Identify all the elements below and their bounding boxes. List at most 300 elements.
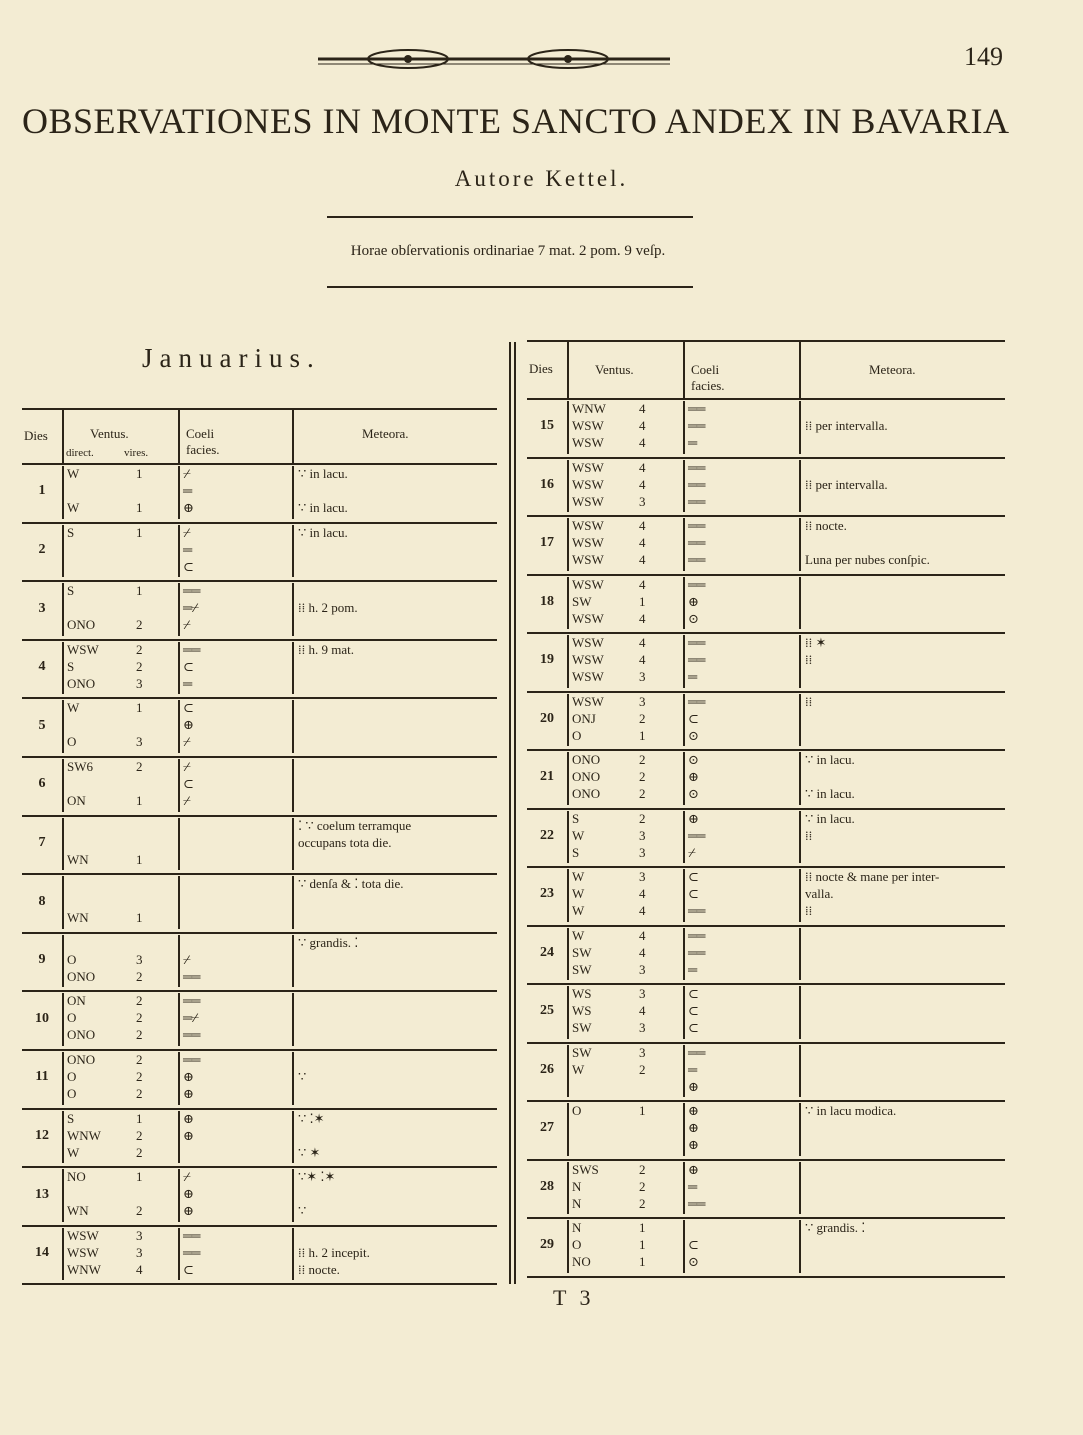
wind-force: 3: [639, 961, 646, 977]
wind-force: 4: [639, 476, 646, 492]
meteora-note: ⁞⁞ per intervalla.: [805, 418, 888, 433]
wind-direction: O: [572, 727, 582, 743]
row-column-rule: [292, 1111, 294, 1164]
row-bottom-rule: [527, 866, 1005, 868]
wind-direction: W: [572, 827, 585, 843]
day-number: 17: [540, 535, 554, 551]
header-column-rule: [178, 408, 180, 463]
row-column-rule: [683, 635, 685, 688]
wind-force: 4: [639, 635, 646, 650]
header-vires: vires.: [124, 447, 149, 459]
page-title: OBSERVATIONES IN MONTE SANCTO ANDEX IN BAVARIA: [22, 101, 1010, 141]
row-bottom-rule: [527, 574, 1005, 576]
sky-symbol: ═: [688, 1061, 697, 1077]
header-column-rule: [292, 408, 294, 463]
row-bottom-rule: [22, 932, 497, 934]
wind-force: 4: [639, 1003, 646, 1018]
sky-symbol: ⊙: [688, 1254, 698, 1269]
wind-direction: WNW: [67, 1127, 101, 1143]
day-number: 25: [540, 1003, 554, 1019]
row-column-rule: [799, 928, 801, 981]
row-column-rule: [292, 1169, 294, 1222]
observation-hours: Horae obſervationis ordinariae 7 mat. 2 pom. 9 veſp.: [350, 243, 666, 259]
wind-direction: W: [67, 700, 80, 716]
wind-force: 2: [639, 1178, 646, 1194]
sky-symbol: ═: [688, 961, 697, 977]
sky-symbol: ══: [688, 459, 705, 475]
day-number: 9: [38, 952, 46, 968]
row-column-rule: [567, 752, 569, 805]
row-column-rule: [292, 642, 294, 695]
wind-direction: WNW: [572, 401, 606, 416]
meteora-note: ⁞⁞ ✶: [805, 635, 827, 650]
sky-symbol: ═: [688, 669, 697, 684]
wind-direction: SW: [572, 1044, 592, 1060]
page-number: 149: [964, 42, 1003, 71]
wind-force: 1: [639, 593, 646, 609]
header-dies: Dies: [529, 361, 553, 376]
meteora-note: ⁞⁞ h. 2 incepit.: [298, 1244, 370, 1260]
row-column-rule: [292, 583, 294, 636]
row-column-rule: [799, 1220, 801, 1273]
header-column-rule: [683, 340, 685, 398]
sky-symbol: ⊕: [183, 1127, 193, 1143]
row-column-rule: [683, 811, 685, 864]
sky-symbol: ═⌿: [183, 600, 199, 616]
row-column-rule: [178, 993, 180, 1046]
day-number: 26: [540, 1061, 554, 1077]
row-column-rule: [178, 1169, 180, 1222]
wind-force: 2: [136, 658, 143, 674]
row-column-rule: [178, 466, 180, 519]
day-number: 3: [38, 600, 46, 616]
wind-direction: NO: [67, 1169, 86, 1185]
sky-symbol: ══: [688, 493, 705, 509]
wind-direction: WNW: [67, 1261, 101, 1277]
sky-symbol: ⊕: [688, 1078, 698, 1094]
row-bottom-rule: [527, 808, 1005, 810]
wind-force: 4: [639, 459, 646, 475]
row-bottom-rule: [527, 1217, 1005, 1219]
row-column-rule: [683, 1162, 685, 1215]
wind-force: 2: [136, 1069, 143, 1084]
header-column-rule: [62, 408, 64, 463]
wind-force: 4: [639, 927, 646, 943]
row-column-rule: [799, 401, 801, 454]
wind-force: 4: [639, 903, 646, 918]
wind-force: 4: [639, 652, 646, 667]
row-bottom-rule: [22, 1225, 497, 1227]
row-column-rule: [567, 1103, 569, 1156]
sky-symbol: ⊕: [688, 1137, 698, 1152]
sky-symbol: ══: [688, 535, 705, 550]
wind-force: 1: [136, 524, 143, 540]
sky-symbol: ⊙: [688, 727, 698, 743]
wind-force: 2: [136, 1127, 143, 1143]
wind-direction: ONO: [67, 675, 96, 691]
wind-force: 2: [136, 1010, 143, 1026]
wind-force: 3: [639, 1044, 646, 1060]
sky-symbol: ⊕: [688, 1103, 698, 1118]
sky-symbol: ══: [688, 927, 705, 943]
sky-symbol: ⌿: [183, 793, 190, 808]
row-column-rule: [799, 460, 801, 513]
row-column-rule: [178, 876, 180, 929]
row-column-rule: [62, 1111, 64, 1164]
wind-force: 3: [639, 827, 646, 843]
meteora-note: ⁞⁞: [805, 827, 813, 843]
wind-direction: W: [572, 927, 585, 943]
row-column-rule: [62, 1052, 64, 1105]
row-column-rule: [567, 811, 569, 864]
meteora-note: ∵ in lacu modica.: [805, 1103, 897, 1118]
wind-direction: W: [67, 466, 80, 481]
wind-direction: WS: [572, 986, 592, 1001]
sky-symbol: ⊕: [183, 717, 193, 733]
sky-symbol: ⊕: [688, 810, 698, 826]
wind-force: 3: [639, 844, 646, 860]
meteora-note: ∵ in lacu.: [805, 752, 855, 767]
wind-direction: WSW: [572, 635, 604, 650]
header-coeli: Coeli facies.: [691, 362, 725, 393]
wind-direction: WSW: [572, 669, 604, 684]
sky-symbol: ═⌿: [183, 1010, 199, 1026]
wind-direction: ONO: [67, 1027, 96, 1043]
sky-symbol: ⊕: [183, 1086, 193, 1101]
wind-force: 1: [136, 851, 143, 867]
row-column-rule: [178, 935, 180, 988]
wind-force: 2: [639, 1195, 646, 1211]
row-bottom-rule: [22, 1049, 497, 1051]
sky-symbol: ⊕: [183, 1186, 193, 1202]
row-column-rule: [683, 577, 685, 630]
row-column-rule: [567, 1162, 569, 1215]
row-column-rule: [799, 1045, 801, 1098]
wind-direction: WSW: [572, 418, 604, 433]
row-column-rule: [62, 1169, 64, 1222]
header-dies: Dies: [24, 427, 48, 443]
row-column-rule: [799, 811, 801, 864]
row-column-rule: [178, 818, 180, 871]
row-bottom-rule: [22, 815, 497, 817]
day-number: 21: [540, 769, 554, 785]
wind-force: 4: [639, 435, 646, 450]
wind-direction: S: [67, 524, 75, 540]
row-column-rule: [62, 935, 64, 988]
wind-direction: O: [67, 1069, 77, 1084]
meteora-note: ∵ ⁚✶: [298, 1110, 325, 1126]
wind-direction: O: [67, 734, 77, 750]
column-divider: [509, 342, 511, 1284]
wind-force: 2: [639, 769, 646, 784]
wind-force: 2: [639, 786, 646, 801]
header-bottom-rule: [22, 463, 497, 465]
wind-direction: ONO: [67, 1052, 96, 1067]
sky-symbol: ⌿: [183, 759, 190, 774]
wind-direction: ON: [67, 993, 86, 1009]
wind-direction: SW: [572, 593, 592, 609]
wind-force: 3: [136, 1227, 143, 1243]
wind-force: 4: [639, 552, 646, 567]
wind-direction: S: [67, 583, 75, 599]
wind-force: 3: [136, 1244, 143, 1260]
wind-direction: ONO: [572, 769, 601, 784]
sky-symbol: ⌿: [183, 524, 190, 540]
row-column-rule: [567, 1220, 569, 1273]
meteora-note: ⁞⁞: [805, 903, 813, 918]
wind-direction: W: [572, 869, 585, 884]
header-ventus: Ventus.: [90, 426, 129, 441]
meteora-note: ∵ in lacu.: [298, 500, 348, 515]
wind-force: 1: [639, 727, 646, 743]
header-bottom-rule: [527, 398, 1005, 400]
sky-symbol: ══: [688, 576, 705, 592]
meteora-note: ⁞⁞ h. 2 pom.: [298, 600, 358, 616]
sky-symbol: ══: [688, 635, 705, 650]
wind-direction: SW: [572, 944, 592, 960]
header-ventus: Ventus.: [595, 362, 634, 377]
wind-direction: O: [67, 1086, 77, 1101]
meteora-note: ⁞⁞ nocte.: [298, 1261, 340, 1277]
day-number: 27: [540, 1120, 554, 1136]
wind-direction: ONO: [572, 786, 601, 801]
row-bottom-rule: [22, 756, 497, 758]
wind-force: 1: [136, 500, 143, 515]
wind-force: 4: [639, 401, 646, 416]
day-number: 29: [540, 1237, 554, 1253]
wind-direction: WSW: [572, 435, 604, 450]
wind-direction: WSW: [572, 552, 604, 567]
row-column-rule: [567, 869, 569, 922]
row-column-rule: [292, 818, 294, 871]
sky-symbol: ══: [688, 827, 705, 843]
sky-symbol: ═: [183, 675, 192, 691]
header-column-rule: [799, 340, 801, 398]
sky-symbol: ⌿: [183, 951, 190, 967]
sky-symbol: ══: [688, 944, 705, 960]
wind-force: 2: [639, 810, 646, 826]
wind-force: 4: [639, 518, 646, 533]
sky-symbol: ⊙: [688, 786, 698, 801]
wind-direction: WSW: [572, 610, 604, 626]
row-column-rule: [178, 759, 180, 812]
wind-force: 3: [639, 669, 646, 684]
header-meteora: Meteora.: [362, 426, 409, 441]
wind-force: 2: [136, 1144, 143, 1160]
row-column-rule: [62, 525, 64, 578]
sky-symbol: ══: [183, 993, 200, 1009]
month-heading: Januarius.: [142, 343, 321, 373]
day-number: 16: [540, 476, 554, 492]
wind-force: 2: [136, 1027, 143, 1043]
day-number: 14: [35, 1245, 49, 1261]
sky-symbol: ⌿: [688, 844, 695, 860]
sky-symbol: ⊕: [183, 1110, 193, 1126]
day-number: 20: [540, 710, 554, 726]
row-column-rule: [62, 993, 64, 1046]
wind-force: 4: [639, 535, 646, 550]
wind-force: 3: [136, 734, 143, 750]
meteora-note: ⁞⁞ per intervalla.: [805, 476, 888, 492]
wind-force: 1: [639, 1103, 646, 1118]
sky-symbol: ⊂: [183, 776, 193, 791]
sky-symbol: ⊕: [688, 769, 698, 784]
wind-direction: WSW: [67, 1227, 99, 1243]
row-column-rule: [683, 694, 685, 747]
meteora-note: ⁞⁞ nocte & mane per inter-: [805, 869, 940, 884]
wind-direction: W: [572, 886, 585, 901]
sky-symbol: ⊂: [183, 658, 193, 674]
meteora-note: ∵ ✶: [298, 1144, 321, 1160]
row-bottom-rule: [527, 1100, 1005, 1102]
row-column-rule: [683, 752, 685, 805]
wind-direction: WSW: [572, 493, 604, 509]
wind-force: 3: [639, 869, 646, 884]
row-column-rule: [62, 700, 64, 753]
sky-symbol: ══: [688, 903, 705, 918]
row-column-rule: [567, 635, 569, 688]
row-column-rule: [799, 752, 801, 805]
wind-force: 1: [639, 1220, 646, 1235]
day-number: 8: [38, 893, 46, 909]
row-column-rule: [799, 1162, 801, 1215]
wind-force: 2: [136, 759, 143, 774]
divider: [327, 216, 693, 218]
day-number: 18: [540, 593, 554, 609]
day-number: 4: [38, 659, 46, 675]
row-column-rule: [799, 577, 801, 630]
meteora-note: ∵ denſa & ⁚ tota die.: [298, 876, 404, 892]
row-column-rule: [178, 1111, 180, 1164]
sky-symbol: ══: [688, 1195, 705, 1211]
wind-force: 3: [136, 675, 143, 691]
wind-force: 1: [136, 1110, 143, 1126]
row-column-rule: [292, 466, 294, 519]
sky-symbol: ══: [688, 693, 705, 709]
meteora-note: ∵ in lacu.: [805, 810, 855, 826]
row-column-rule: [683, 1220, 685, 1273]
row-bottom-rule: [22, 1283, 497, 1285]
row-column-rule: [292, 525, 294, 578]
wind-direction: WSW: [572, 576, 604, 592]
wind-direction: WSW: [67, 641, 99, 657]
meteora-note: ⁞⁞ nocte.: [805, 518, 847, 533]
row-bottom-rule: [527, 691, 1005, 693]
sky-symbol: ⊕: [183, 1069, 193, 1084]
sky-symbol: ══: [183, 1027, 200, 1043]
wind-direction: N: [572, 1220, 582, 1235]
row-bottom-rule: [527, 457, 1005, 459]
wind-force: 1: [136, 583, 143, 599]
meteora-note: ∵: [298, 1069, 307, 1084]
sky-symbol: ══: [183, 1244, 200, 1260]
sky-symbol: ══: [183, 1052, 200, 1067]
row-column-rule: [683, 928, 685, 981]
wind-force: 2: [136, 1086, 143, 1101]
wind-force: 4: [639, 944, 646, 960]
row-bottom-rule: [22, 1108, 497, 1110]
row-column-rule: [178, 700, 180, 753]
sky-symbol: ══: [688, 518, 705, 533]
wind-direction: O: [67, 951, 77, 967]
wind-direction: WSW: [572, 535, 604, 550]
wind-force: 2: [639, 1161, 646, 1177]
meteora-note: valla.: [805, 886, 834, 901]
row-bottom-rule: [527, 925, 1005, 927]
row-bottom-rule: [527, 749, 1005, 751]
row-column-rule: [62, 466, 64, 519]
header-meteora: Meteora.: [869, 362, 916, 377]
wind-direction: S: [67, 658, 75, 674]
day-number: 10: [35, 1010, 49, 1026]
wind-direction: SW: [572, 1020, 592, 1035]
row-column-rule: [178, 1228, 180, 1281]
sky-symbol: ⊂: [688, 869, 698, 884]
wind-direction: NO: [572, 1254, 591, 1269]
row-column-rule: [567, 401, 569, 454]
wind-force: 4: [639, 576, 646, 592]
row-column-rule: [292, 1052, 294, 1105]
wind-direction: SW: [572, 961, 592, 977]
row-bottom-rule: [22, 990, 497, 992]
row-column-rule: [567, 1045, 569, 1098]
wind-direction: O: [67, 1010, 77, 1026]
wind-force: 2: [136, 641, 143, 657]
sky-symbol: ═: [688, 435, 697, 450]
wind-force: 2: [639, 1061, 646, 1077]
sky-symbol: ⊙: [688, 752, 698, 767]
wind-force: 2: [136, 993, 143, 1009]
row-column-rule: [799, 635, 801, 688]
wind-direction: O: [572, 1237, 582, 1252]
wind-direction: ONO: [67, 968, 96, 984]
wind-force: 2: [639, 710, 646, 726]
row-column-rule: [799, 869, 801, 922]
wind-direction: WN: [67, 910, 89, 926]
wind-direction: WSW: [572, 693, 604, 709]
divider: [327, 286, 693, 288]
day-number: 6: [38, 776, 46, 792]
sky-symbol: ══: [183, 641, 200, 657]
wind-force: 2: [639, 752, 646, 767]
meteora-note: ∵ in lacu.: [298, 524, 348, 540]
meteora-note: ⁞⁞: [805, 652, 813, 667]
sky-symbol: ⊕: [688, 1120, 698, 1135]
wind-direction: W: [572, 1061, 585, 1077]
wind-force: 2: [136, 617, 143, 633]
day-number: 19: [540, 652, 554, 668]
sky-symbol: ══: [183, 968, 200, 984]
row-column-rule: [292, 700, 294, 753]
row-column-rule: [62, 1228, 64, 1281]
sky-symbol: ══: [688, 418, 705, 433]
sky-symbol: ⊂: [688, 886, 698, 901]
day-number: 15: [540, 418, 554, 434]
wind-force: 4: [639, 610, 646, 626]
meteora-note: occupans tota die.: [298, 834, 392, 850]
wind-direction: W: [572, 903, 585, 918]
sky-symbol: ══: [688, 552, 705, 567]
row-column-rule: [62, 818, 64, 871]
wind-force: 3: [639, 986, 646, 1001]
author-line: Autore Kettel.: [454, 166, 629, 191]
sky-symbol: ⌿: [183, 734, 190, 750]
day-number: 1: [38, 483, 46, 499]
row-bottom-rule: [22, 580, 497, 582]
meteora-note: Luna per nubes conſpic.: [805, 552, 930, 567]
sky-symbol: ══: [183, 1227, 200, 1243]
sky-symbol: ═: [688, 1178, 697, 1194]
